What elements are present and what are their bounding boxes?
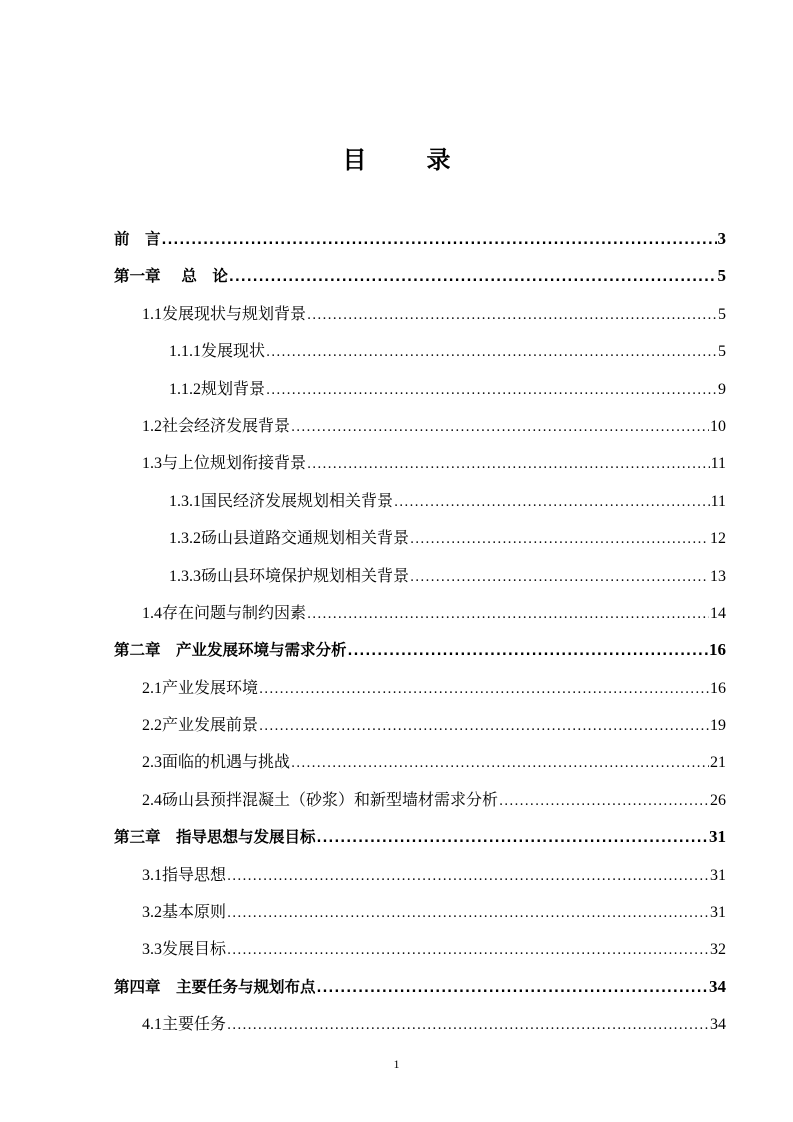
toc-entry-label: 发展现状与规划背景: [162, 303, 307, 323]
toc-entry-number: 2.3: [142, 754, 162, 772]
toc-entry-page: 5: [718, 343, 726, 361]
toc-entry[interactable]: [114, 295, 726, 332]
toc-entry-label: 产业发展前景: [162, 715, 259, 735]
toc-entry-page: 3: [717, 229, 726, 248]
toc-entry[interactable]: [114, 856, 726, 893]
toc-entry[interactable]: [114, 818, 726, 855]
toc-entry-page: 16: [710, 679, 726, 697]
toc-entry-label: 指导思想: [162, 864, 227, 884]
dot-leader: [266, 334, 717, 371]
toc-entry-page: 34: [710, 1016, 726, 1034]
toc-entry[interactable]: [114, 519, 726, 556]
dot-leader: [410, 559, 709, 596]
toc-entry-page: 31: [709, 827, 726, 847]
toc-entry[interactable]: [114, 407, 726, 444]
toc-entry-number: 3.2: [142, 904, 162, 922]
toc-entry-number: 1.3.1: [169, 492, 201, 510]
toc-entry-label: 前 言: [114, 230, 161, 248]
toc-entry-label: 第四章 主要任务与规划布点: [114, 977, 316, 996]
toc-entry[interactable]: [114, 1005, 726, 1042]
dot-leader: [266, 372, 717, 409]
toc-entry[interactable]: [114, 332, 726, 369]
toc-entry[interactable]: [114, 743, 726, 780]
toc-entry-page: 14: [710, 604, 726, 622]
toc-entry-label: 国民经济发展规划相关背景: [201, 490, 394, 510]
dot-leader: [317, 970, 708, 1007]
toc-entry-label: 存在问题与制约因素: [162, 602, 307, 622]
dot-leader: [307, 446, 710, 483]
toc-entry-label: 基本原则: [162, 902, 227, 922]
toc-entry-label: 砀山县环境保护规划相关背景: [201, 565, 410, 585]
toc-entry-label: 社会经济发展背景: [162, 415, 291, 435]
toc-entry[interactable]: [114, 557, 726, 594]
dot-leader: [307, 596, 709, 633]
toc-entry[interactable]: [114, 669, 726, 706]
toc-entry-number: 1.3: [142, 455, 162, 473]
toc-entry[interactable]: [114, 444, 726, 481]
toc-entry-number: 1.1.1: [169, 343, 201, 361]
dot-leader: [227, 1007, 709, 1044]
dot-leader: [259, 671, 709, 708]
dot-leader: [394, 484, 710, 521]
toc-entry-page: 16: [709, 640, 726, 660]
toc-entry[interactable]: [114, 706, 726, 743]
toc-entry-page: 13: [710, 567, 726, 585]
toc-entry[interactable]: [114, 370, 726, 407]
table-of-contents: [114, 220, 726, 1043]
dot-leader: [227, 858, 709, 895]
toc-entry-number: 1.3.3: [169, 567, 201, 585]
toc-entry-page: 32: [710, 941, 726, 959]
toc-entry-page: 11: [710, 455, 726, 473]
toc-entry[interactable]: [114, 968, 726, 1005]
page-number: 1: [393, 1057, 400, 1071]
toc-entry-label: 产业发展环境: [162, 677, 259, 697]
dot-leader: [227, 932, 709, 969]
dot-leader: [227, 895, 709, 932]
toc-entry-number: 1.1: [142, 305, 162, 323]
toc-entry-page: 12: [710, 530, 726, 548]
dot-leader: [307, 297, 717, 334]
dot-leader: [348, 633, 708, 670]
toc-entry-page: 5: [718, 305, 726, 323]
toc-entry-number: 1.2: [142, 417, 162, 435]
toc-entry-label: 砀山县道路交通规划相关背景: [201, 528, 410, 548]
toc-entry-number: 2.1: [142, 679, 162, 697]
toc-entry-label: 规划背景: [201, 378, 266, 398]
toc-entry-label: 砀山县预拌混凝土（砂浆）和新型墙材需求分析: [162, 789, 499, 809]
toc-entry-label: 发展目标: [162, 939, 227, 959]
toc-entry-label: 面临的机遇与挑战: [162, 752, 291, 772]
toc-entry-label: 发展现状: [201, 341, 266, 361]
toc-entry-label: 第三章 指导思想与发展目标: [114, 828, 316, 847]
toc-entry-label: 第一章 总 论: [114, 267, 228, 286]
toc-entry[interactable]: [114, 482, 726, 519]
toc-entry-number: 4.1: [142, 1016, 162, 1034]
toc-entry-page: 9: [718, 380, 726, 398]
toc-entry-number: 3.1: [142, 866, 162, 884]
toc-entry-label: 主要任务: [162, 1014, 227, 1034]
dot-leader: [259, 708, 709, 745]
dot-leader: [291, 409, 709, 446]
toc-entry-number: 1.3.2: [169, 530, 201, 548]
toc-entry[interactable]: [114, 631, 726, 668]
toc-entry-number: 2.2: [142, 717, 162, 735]
toc-entry-number: 1.4: [142, 604, 162, 622]
toc-entry-page: 26: [710, 791, 726, 809]
toc-entry[interactable]: [114, 594, 726, 631]
toc-entry-number: 2.4: [142, 791, 162, 809]
toc-entry-page: 31: [710, 866, 726, 884]
toc-entry-page: 19: [710, 717, 726, 735]
toc-entry-number: 1.1.2: [169, 380, 201, 398]
toc-entry-page: 21: [710, 754, 726, 772]
toc-entry-number: 3.3: [142, 941, 162, 959]
toc-entry-label: 与上位规划衔接背景: [162, 453, 307, 473]
toc-entry[interactable]: [114, 220, 726, 257]
dot-leader: [162, 222, 717, 259]
page-title: 目 录: [342, 146, 469, 174]
dot-leader: [229, 259, 717, 296]
toc-entry-page: 10: [710, 417, 726, 435]
toc-entry[interactable]: [114, 781, 726, 818]
toc-entry[interactable]: [114, 257, 726, 294]
dot-leader: [410, 521, 709, 558]
dot-leader: [291, 745, 709, 782]
toc-entry[interactable]: [114, 893, 726, 930]
toc-entry-label: 第二章 产业发展环境与需求分析: [114, 641, 347, 660]
toc-entry-page: 34: [709, 976, 726, 996]
toc-entry[interactable]: [114, 930, 726, 967]
dot-leader: [317, 820, 708, 857]
toc-entry-page: 31: [710, 904, 726, 922]
toc-entry-page: 5: [717, 266, 726, 286]
toc-entry-page: 11: [710, 492, 726, 510]
dot-leader: [499, 783, 709, 820]
